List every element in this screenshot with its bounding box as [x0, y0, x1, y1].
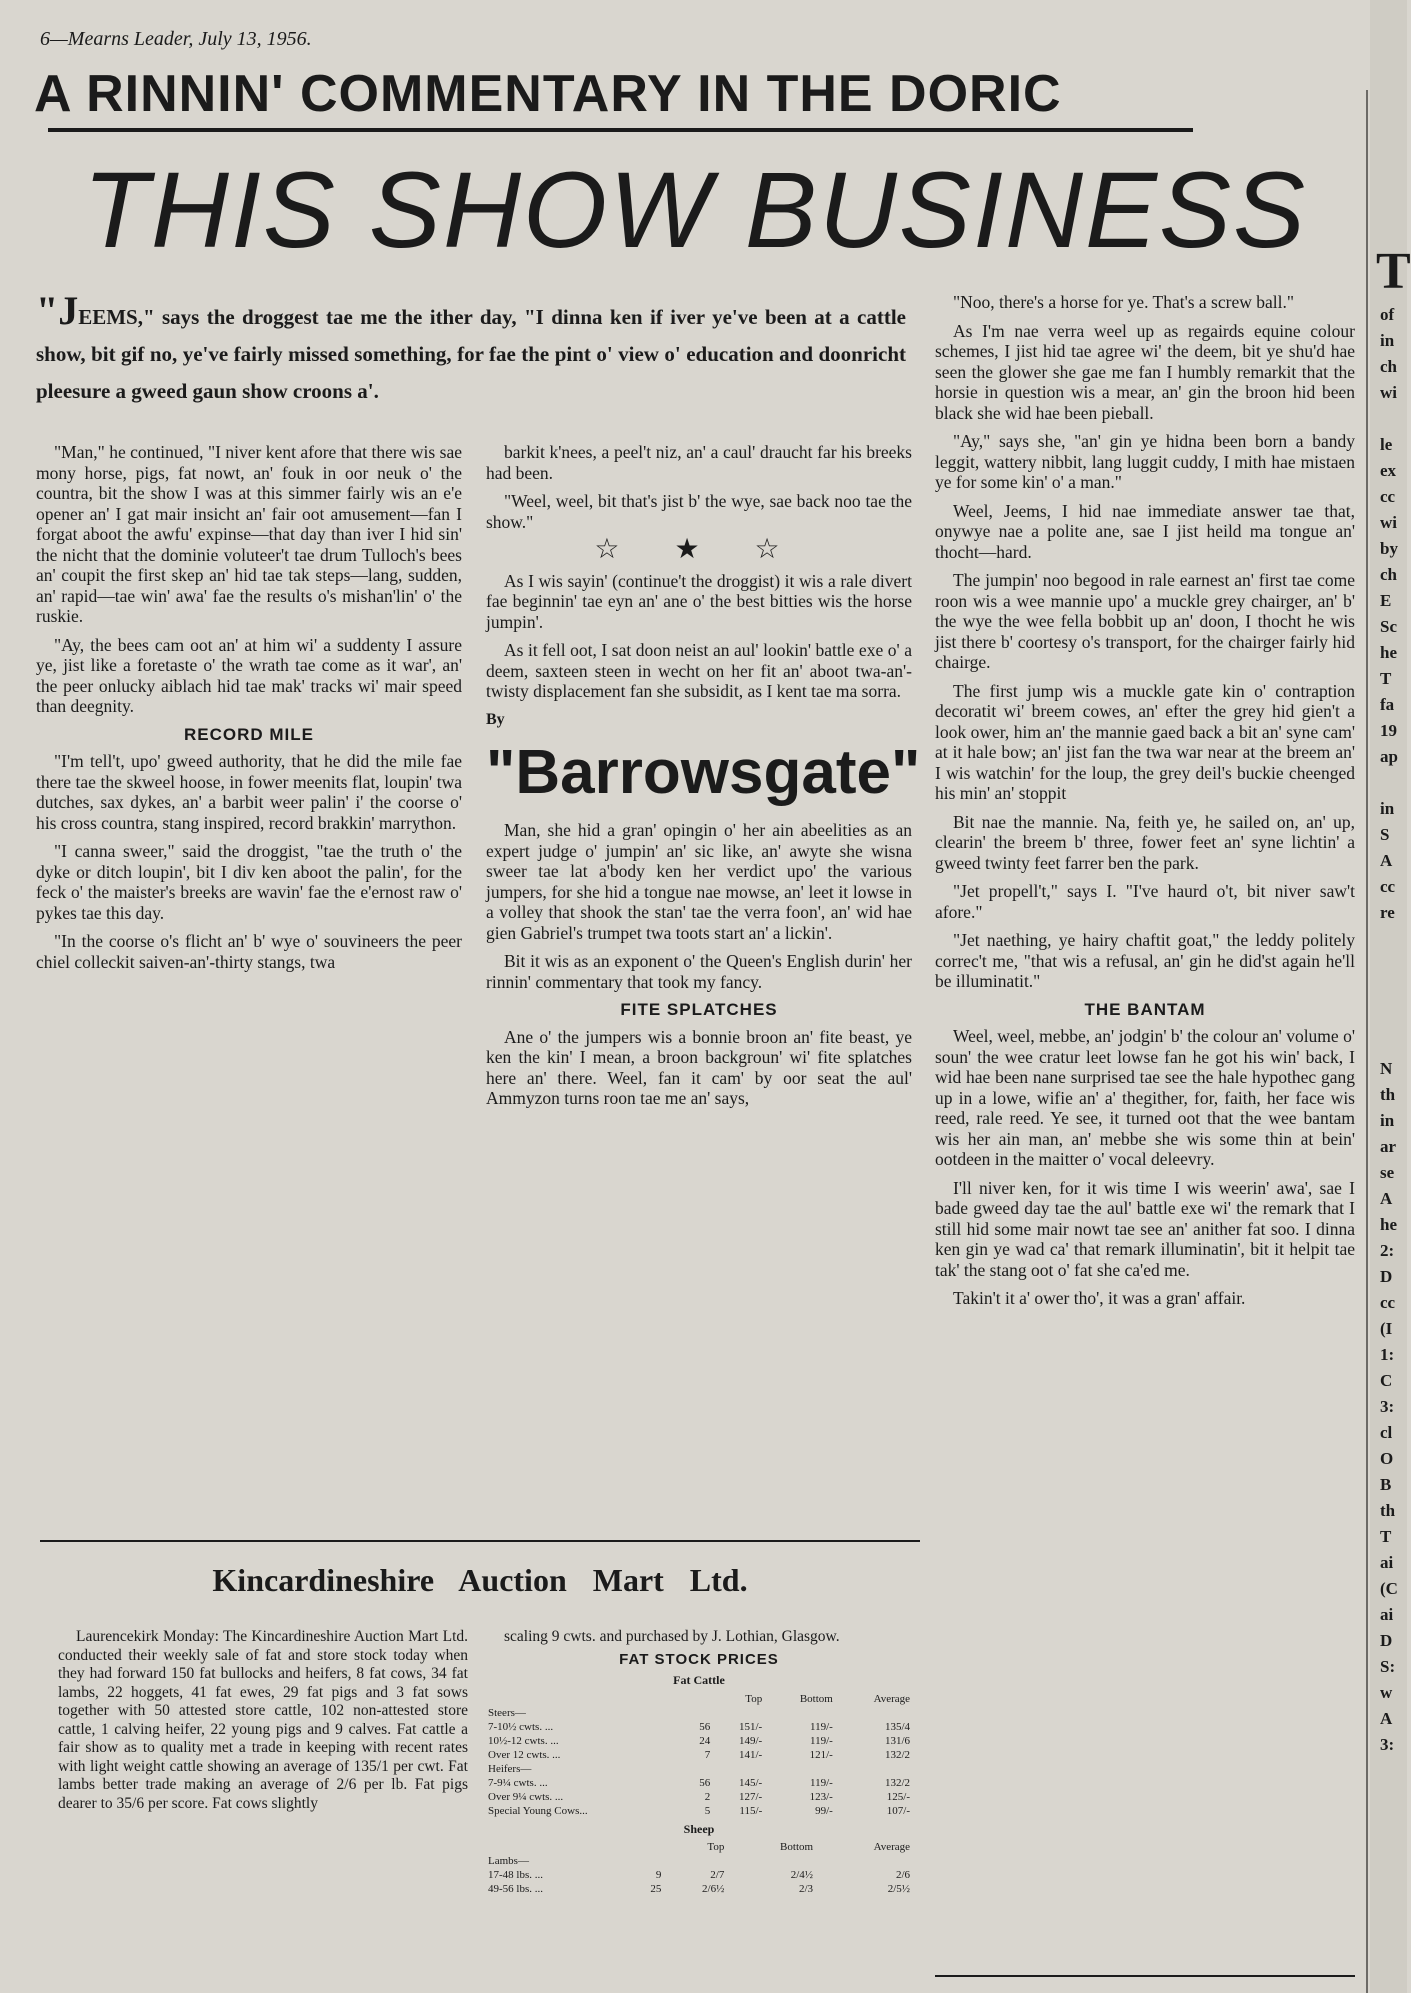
col3-para-10: Weel, weel, mebbe, an' jodgin' b' the colour an' volume o' soun' the wee cratur leet lowse fan he got his win' back, I wid hae been nane surprised tae see the hale hypothec gang up in a lowe, wifie an' a' thegither, for, faith, her face wis reed, rale reed. Ye see, it turned oot that the wee bantam wis her ain man, an' mebbe she wis some thin at bein' ootdeen in the maitter o' vocal deleevry.	[935, 1026, 1355, 1169]
adjacent-line-fragment: O	[1380, 1449, 1394, 1468]
adjacent-line-fragment: re	[1380, 903, 1395, 922]
adjacent-line-fragment: ch	[1380, 357, 1397, 376]
adjacent-line-fragment: th	[1380, 1085, 1396, 1104]
main-headline: THIS SHOW BUSINESS	[82, 149, 1308, 270]
table-cell	[627, 1854, 663, 1868]
drop-cap: "J	[36, 288, 79, 333]
col2-para-7: Ane o' the jumpers wis a bonnie broon an' fite beast, ye ken the kin' I mean, a broon backgroun' wi' fite splatches here an' there. Weel, fan it cam' by oor seat the aul' Ammyzon turns roon tae me an' says,	[486, 1026, 912, 1108]
table-row	[486, 1882, 912, 1896]
adjacent-line-fragment: ar	[1380, 1137, 1397, 1156]
table-cell: 2/6	[895, 1869, 910, 1881]
table-cell: 151/-	[739, 1720, 763, 1733]
adjacent-line-fragment: A	[1380, 851, 1393, 870]
table-header: Average	[873, 1841, 910, 1853]
table-cell	[835, 1762, 912, 1776]
table-header: Top	[745, 1692, 763, 1705]
table-cell: 2/7	[710, 1869, 725, 1881]
byline-name: "Barrowsgate"	[486, 738, 921, 807]
table-cell: 123/-	[809, 1790, 833, 1803]
table-cell: Special Young Cows...	[488, 1804, 588, 1817]
adjacent-line-fragment: A	[1380, 1709, 1393, 1728]
auction-column-1	[58, 1628, 468, 1813]
table-cell: 56	[699, 1776, 711, 1789]
auction-col2-intro: scaling 9 cwts. and purchased by J. Lothian, Glasgow.	[504, 1628, 840, 1645]
table-row	[486, 1762, 912, 1776]
adjacent-line-fragment: 19	[1380, 721, 1397, 740]
table-cell: Steers—	[488, 1706, 526, 1719]
col1-para-5: "In the coorse o's flicht an' b' wye o' souvineers the peer chiel colleckit saiven-an'-thirty stangs, twa	[36, 931, 462, 972]
col3-para-12: Takin't it a' ower tho', it was a gran' affair.	[953, 1288, 1246, 1308]
table-cell: 119/-	[810, 1734, 833, 1747]
adjacent-line-fragment: of	[1380, 305, 1395, 324]
table-row	[486, 1720, 912, 1734]
adjacent-line-fragment: he	[1380, 1215, 1397, 1234]
table-row	[486, 1748, 912, 1762]
auction-report: Laurencekirk Monday: The Kincardineshire Auction Mart Ltd. conducted their weekly sale of fat and store stock today when they had forward 150 fat bullocks and heifers, 8 fat cows, 34 fat lambs, 22 hoggets, 41 fat ewes, 29 fat pigs and 3 fat sows together with 50 attested store cattle, 102 non-attested store cattle, 1 calving heifer, 22 young pigs and 9 calves. Fat cattle a fair show as to quality met a trade in keeping with recent rates with light weight cattle showing an average of 135/1 per cwt. Fat lambs better trade making an average of 2/6 per lb. Fat pigs dearer to 35/6 per score. Fat cows slightly	[58, 1628, 468, 1812]
auction-top-rule	[40, 1540, 920, 1542]
adjacent-line-fragment: 3:	[1380, 1397, 1395, 1416]
adjacent-line-fragment: N	[1380, 1059, 1393, 1078]
col2-para-2: "Weel, weel, bit that's jist b' the wye, sae back noo tae the show."	[486, 491, 912, 532]
table-cell: 17-48 lbs. ...	[488, 1869, 543, 1881]
table-cell	[764, 1706, 835, 1720]
table-row	[486, 1804, 912, 1818]
table-header	[486, 1840, 627, 1854]
column-divider-rule	[1366, 90, 1368, 1993]
table-header	[684, 1692, 713, 1706]
adjacent-line-fragment: 2:	[1380, 1241, 1395, 1260]
table-cell: 7	[704, 1748, 711, 1761]
table-row	[486, 1734, 912, 1748]
table-cell: 141/-	[739, 1748, 763, 1761]
table-cell: 135/4	[884, 1720, 910, 1733]
table-row	[486, 1776, 912, 1790]
adjacent-headline-letter: T	[1376, 243, 1411, 300]
adjacent-line-fragment: cc	[1380, 1293, 1396, 1312]
table-cell: Over 12 cwts. ...	[488, 1748, 561, 1761]
sheep-table	[486, 1840, 912, 1896]
table-cell: 119/-	[810, 1776, 833, 1789]
adjacent-line-fragment: 3:	[1380, 1735, 1395, 1754]
col3-para-11: I'll niver ken, for it wis time I wis weerin' awa', sae I bade gweed day tae the aul' battle exe wi' the remark that I still hid some mair nowt tae see an' anither fat soo. I dinna ken gin ye wad ca' that remark illuminatin', bit it helpit tae tak' the stang oot o' fat she ca'ed me.	[935, 1177, 1355, 1280]
sheep-heading: Sheep	[683, 1821, 715, 1836]
col3-para-1: "Noo, there's a horse for ye. That's a screw ball."	[953, 292, 1294, 312]
table-cell	[815, 1854, 912, 1868]
adjacent-line-fragment: ai	[1380, 1553, 1394, 1572]
adjacent-line-fragment: wi	[1380, 513, 1397, 532]
table-cell	[684, 1762, 713, 1776]
table-cell: 131/6	[884, 1734, 910, 1747]
column-end-rule	[935, 1975, 1355, 1977]
star-divider: ☆ ★ ☆	[594, 534, 804, 565]
col2-para-1: barkit k'nees, a peel't niz, an' a caul' draucht far his breeks had been.	[486, 442, 912, 483]
table-cell: 56	[699, 1720, 711, 1733]
table-header	[486, 1692, 684, 1706]
table-cell: 127/-	[739, 1790, 763, 1803]
col2-para-5: Man, she hid a gran' opingin o' her ain abeelities as an expert judge o' jumpin' an' sic like, an' awyte she wisna sweer tae lat a'body ken her verdict upo' the various jumpers, for she hid a tongue nae mowse, an' leet it lowse in a volley that shook the stan' tae the verra foon', an' wid hae gien Gabriel's trumpet twa toots start an' a lickin'.	[486, 820, 912, 943]
table-cell: 9	[655, 1869, 662, 1881]
adjacent-line-fragment: S	[1380, 825, 1390, 844]
fat-cattle-table	[486, 1692, 912, 1818]
table-header-row	[486, 1692, 912, 1706]
table-cell: Over 9¼ cwts. ...	[488, 1790, 564, 1803]
table-header	[627, 1840, 663, 1854]
col1-para-2: "Ay, the bees cam oot an' at him wi' a suddenty I assure ye, jist like a foretaste o' the wrath tae come as it war', an' the peer onlucky aiblach hid tae mak' tracks wi' mair speed than deegnity.	[36, 634, 462, 716]
table-cell	[684, 1706, 713, 1720]
table-row	[486, 1854, 912, 1868]
adjacent-line-fragment: he	[1380, 643, 1397, 662]
table-cell: 119/-	[810, 1720, 833, 1733]
table-header-row	[486, 1840, 912, 1854]
col2-para-3: As I wis sayin' (continue't the droggist) it wis a rale divert fae beginnin' tae eyn an' ane o' the best bitties wis the horse jumpin'.	[486, 570, 912, 632]
table-cell: 121/-	[809, 1748, 833, 1761]
adjacent-line-fragment: se	[1380, 1163, 1395, 1182]
col3-para-4: Weel, Jeems, I hid nae immediate answer tae that, onywye nae a polite ane, sae I jist heild ma tongue an' thocht—hard.	[935, 500, 1355, 562]
adjacent-line-fragment: w	[1380, 1683, 1393, 1702]
adjacent-line-fragment: by	[1380, 539, 1398, 558]
adjacent-line-fragment: ex	[1380, 461, 1397, 480]
col2-para-4: As it fell oot, I sat doon neist an aul' lookin' battle exe o' a deem, saxteen steen in wecht on her fit an' aboot twa-an'-twisty displacement fan she subsidit, as I kent tae ma sorra.	[486, 640, 912, 701]
article-column-1	[36, 442, 462, 980]
adjacent-line-fragment: E	[1380, 591, 1392, 610]
table-cell: 49-56 lbs. ...	[488, 1883, 543, 1895]
col1-para-3: "I'm tell't, upo' gweed authority, that he did the mile fae there tae the skweel hoose, in fower meenits flat, loupin' twa dutches, sax dykes, an' a barbit weer palin' i' the coorse o' his cross countra, stang inspired, record brakkin' marrython.	[36, 751, 462, 833]
table-row	[486, 1706, 912, 1720]
table-row	[486, 1868, 912, 1882]
table-cell: 5	[704, 1804, 711, 1817]
table-cell	[764, 1762, 835, 1776]
col3-para-8: "Jet propell't," says I. "I've haurd o't, bit niver saw't afore."	[935, 881, 1355, 922]
adjacent-line-fragment: ch	[1380, 565, 1397, 584]
table-header: Average	[873, 1692, 910, 1705]
col3-para-6: The first jump wis a muckle gate kin o' contraption decoratit wi' breem cowes, an' efter the grey hid gien't a look ower, him an' the mannie gaed back a bit an' syne cam' at it hale bow; an' jist fan the twa war near at the breem an' I wis watchin' for the loup, the grey deil's buckie cheenged his min' an' stoppit	[935, 680, 1355, 803]
table-cell: 149/-	[739, 1734, 763, 1747]
table-cell	[712, 1762, 764, 1776]
article-column-3	[935, 292, 1355, 1317]
col3-para-5: The jumpin' noo begood in rale earnest an' first tae come roon wis a wee mannie upo' a muckle grey chairger, an' b' the wye the wee fella bobbit up an' doon, I thocht he wis jist there b' coortesy o's transport, for the chairger fairly hid chairge.	[935, 570, 1355, 672]
adjacent-line-fragment: th	[1380, 1501, 1396, 1520]
adjacent-line-fragment: cc	[1380, 487, 1396, 506]
article-column-2	[486, 442, 921, 1117]
adjacent-line-fragment: cl	[1380, 1423, 1393, 1442]
adjacent-line-fragment: 1:	[1380, 1345, 1395, 1364]
adjacent-line-fragment: B	[1380, 1475, 1392, 1494]
adjacent-line-fragment: in	[1380, 331, 1395, 350]
kicker-rule	[48, 128, 1193, 132]
fat-cattle-heading: Fat Cattle	[673, 1673, 725, 1687]
adjacent-line-fragment: Sc	[1380, 617, 1397, 636]
table-row	[486, 1790, 912, 1804]
adjacent-line-fragment: ai	[1380, 1605, 1394, 1624]
table-cell: 132/2	[884, 1748, 910, 1761]
col1-para-1: "Man," he continued, "I niver kent afore that there wis sae mony horse, pigs, fat nowt, an' fouk in oor neuk o' the countra, bit the show I was at this simmer fairly wis an e'e opener an' I gat mair insicht an' fair oot amusement—fan I forgat aboot the awfu' expinse—that day than iver I hid sin' the nicht that the dominie voluteer't tae drum Tulloch's bees an' coupit the first skep an' hid tae tak steps—lang, sudden, an' rapid—tae win' awa' fae the results o's mishan'lin' o' the ruskie.	[36, 442, 462, 626]
adjacent-line-fragment: (C	[1380, 1579, 1398, 1598]
table-cell: 99/-	[815, 1804, 833, 1817]
table-cell	[726, 1854, 815, 1868]
adjacent-line-fragment: T	[1380, 669, 1392, 688]
table-cell: Heifers—	[488, 1762, 532, 1775]
table-cell: Lambs—	[488, 1855, 529, 1867]
adjacent-line-fragment: wi	[1380, 383, 1397, 402]
table-cell: 2/4½	[790, 1869, 814, 1881]
adjacent-line-fragment: A	[1380, 1189, 1393, 1208]
table-cell: 2	[704, 1790, 711, 1803]
col3-para-9: "Jet naething, ye hairy chaftit goat," the leddy politely correc't me, "that wis a refusal, an' gin he did'st again he'll be illuminatit."	[935, 930, 1355, 991]
intro-paragraph	[36, 288, 906, 410]
adjacent-line-fragment: (I	[1380, 1319, 1393, 1338]
col3-para-2: As I'm nae verra weel up as regairds equine colour schemes, I jist hid tae agree wi' the deem, bit ye shu'd hae seen the glower she gae me fan I humbly remarkit that the horsie in question wis a mear, an' gin the broon hid been black she wid hae been pieball.	[935, 320, 1355, 423]
col1-para-4: "I canna sweer," said the droggist, "tae the truth o' the dyke or ditch loupin', bit I div ken aboot the palin', for the feck o' the maister's breeks are wavin' fae the e'ernost raw o' pykes tae this day.	[36, 841, 462, 923]
subhead-the-bantam: THE BANTAM	[1084, 999, 1206, 1019]
adjacent-line-fragment: C	[1380, 1371, 1393, 1390]
table-cell: 10½-12 cwts. ...	[488, 1734, 559, 1747]
kicker-headline: A RINNIN' COMMENTARY IN THE DORIC	[34, 65, 1062, 123]
adjacent-line-fragment: D	[1380, 1631, 1393, 1650]
table-header: Top	[707, 1841, 725, 1853]
table-cell: 132/2	[884, 1776, 910, 1789]
table-cell: 2/3	[799, 1883, 814, 1895]
table-cell: 7-9¼ cwts. ...	[488, 1776, 548, 1789]
prices-title: FAT STOCK PRICES	[619, 1650, 779, 1668]
col3-para-7: Bit nae the mannie. Na, feith ye, he sailed on, an' up, clearin' the breem b' three, fower feet an' syne lichtin' a gweed twinty feet farrer ben the park.	[935, 811, 1355, 873]
adjacent-line-fragment: S:	[1380, 1657, 1396, 1676]
col3-para-3: "Ay," says she, "an' gin ye hidna been born a bandy leggit, wattery nibbit, lang luggit cuddy, I mith hae mistaen ye for some kin' o' a man."	[935, 431, 1355, 492]
table-cell: 107/-	[886, 1804, 910, 1817]
adjacent-line-fragment: fa	[1380, 695, 1395, 714]
table-header: Bottom	[799, 1692, 833, 1705]
adjacent-line-fragment: in	[1380, 799, 1395, 818]
adjacent-line-fragment: in	[1380, 1111, 1395, 1130]
table-cell: 2/6½	[702, 1883, 725, 1895]
table-cell	[712, 1706, 764, 1720]
byline-by: By	[486, 710, 505, 728]
auction-column-2	[486, 1628, 912, 1896]
table-cell: 145/-	[739, 1776, 763, 1789]
col2-para-6: Bit it wis as an exponent o' the Queen's English durin' her rinnin' commentary that took my fancy.	[486, 951, 912, 992]
adjacent-line-fragment: T	[1380, 1527, 1392, 1546]
folio-line: 6—Mearns Leader, July 13, 1956.	[40, 28, 312, 50]
adjacent-line-fragment: D	[1380, 1267, 1393, 1286]
table-header: Bottom	[780, 1841, 814, 1853]
table-cell: 25	[650, 1883, 662, 1895]
table-cell: 115/-	[739, 1804, 763, 1817]
adjacent-line-fragment: le	[1380, 435, 1393, 454]
table-cell: 125/-	[886, 1790, 910, 1803]
adjacent-line-fragment: ap	[1380, 747, 1398, 766]
table-cell	[663, 1854, 726, 1868]
table-cell: 2/5½	[887, 1883, 910, 1895]
adjacent-line-fragment: cc	[1380, 877, 1396, 896]
auction-title: Kincardineshire Auction Mart Ltd.	[212, 1562, 748, 1598]
table-cell: 24	[699, 1734, 711, 1747]
subhead-fite-splatches: FITE SPLATCHES	[620, 1000, 778, 1019]
subhead-record-mile: RECORD MILE	[184, 724, 314, 744]
table-cell: 7-10½ cwts. ...	[488, 1720, 554, 1733]
intro-text: EEMS," says the droggest tae me the ither day, "I dinna ken if iver ye've been at a cattle show, bit gif no, ye've fairly missed something, for fae the pint o' view o' education and doonricht pleesure a gweed gaun show croons a'.	[36, 305, 906, 403]
table-cell	[835, 1706, 912, 1720]
